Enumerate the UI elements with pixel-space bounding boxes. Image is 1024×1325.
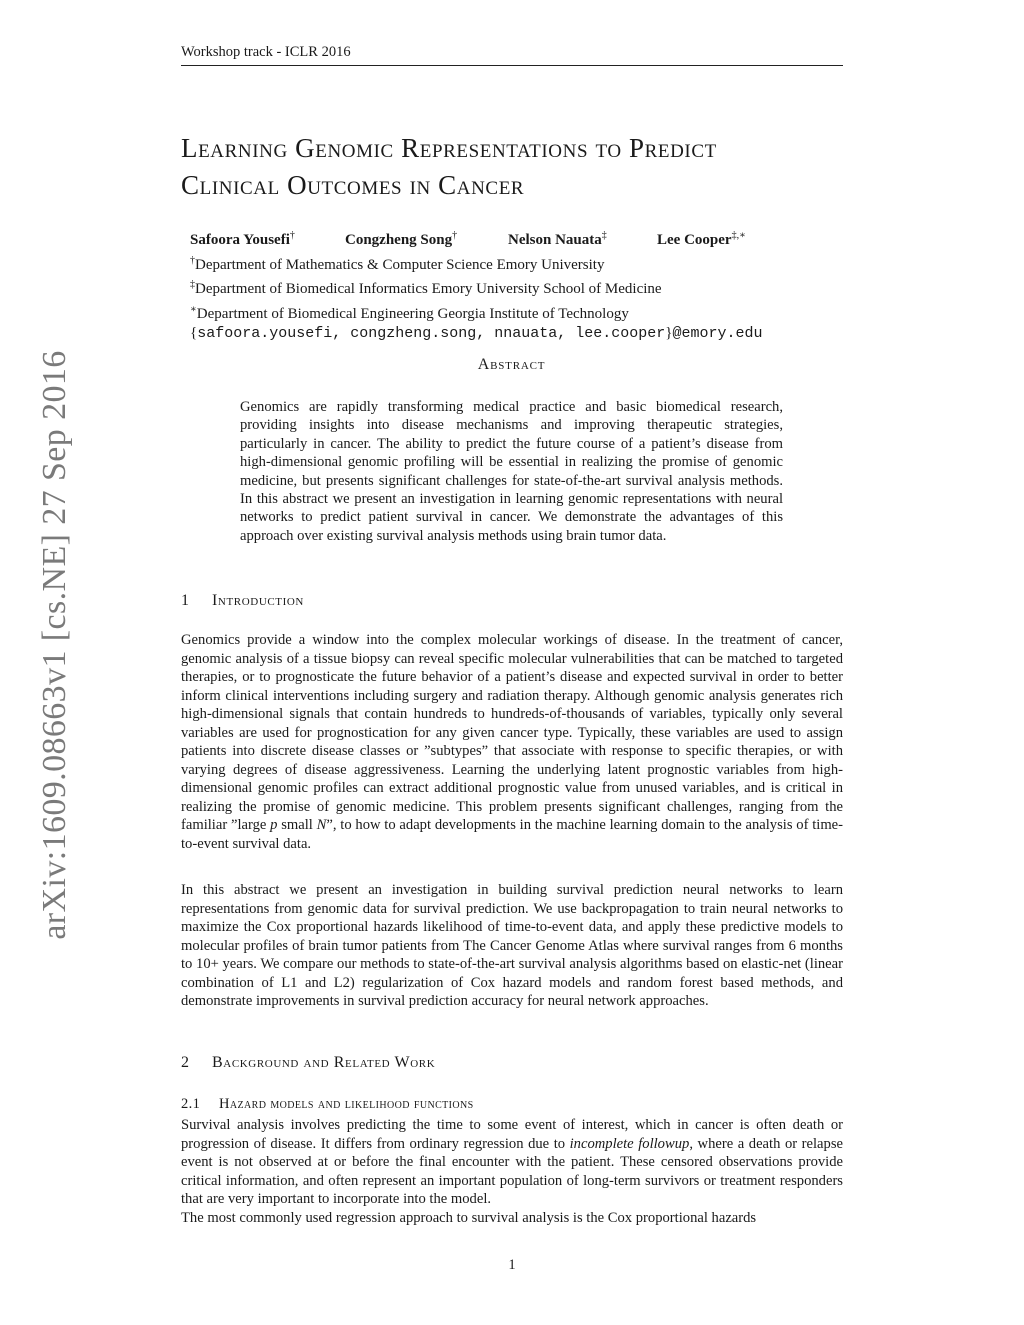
affiliation: ∗Department of Biomedical Engineering Georgia Institute of Technology [190, 303, 629, 322]
author-block [190, 226, 850, 344]
background-paragraph-2: The most commonly used regression approach to survival analysis is the Cox proportional hazards [181, 1210, 757, 1226]
email-list: {safoora.yousefi, congzheng.song, nnauata, lee.cooper}@emory.edu [190, 325, 763, 343]
affiliation: ‡Department of Biomedical Informatics Emory University School of Medicine [190, 279, 662, 298]
abstract-heading: Abstract [477, 356, 546, 373]
author: Nelson Nauata‡ [508, 230, 607, 248]
intro-paragraph-2: In this abstract we present an investigation in building survival prediction neural networks to learn representations from genomic data for survival prediction. We use backpropagation to train neural networks to maximize the Cox proportional hazards likelihood of time-to-event data, and apply these predictive models to molecular profiles of brain tumor patients from The Cancer Genome Atlas where survival ranges from 6 months to 10+ years. We compare our methods to state-of-the-art survival analysis algorithms based on elastic-net (linear combination of L1 and L2) regularization of Cox hazard models and random forest based methods, and demonstrate improvements in survival prediction accuracy for neural network approaches. [181, 882, 843, 1009]
author: Congzheng Song† [345, 230, 458, 248]
running-header [181, 44, 843, 66]
paper-title [181, 130, 861, 204]
section-heading-introduction: 1 Introduction [181, 592, 304, 609]
title-line-2: Clinical Outcomes in Cancer [181, 170, 525, 200]
author: Lee Cooper‡,∗ [657, 230, 746, 248]
affiliation: †Department of Mathematics & Computer Science Emory University [190, 254, 605, 273]
page-number: 1 [508, 1257, 516, 1273]
abstract-text: Genomics are rapidly transforming medical practice and basic biomedical research, providing insights into disease mechanisms and improving therapeutic strategies, particularly in cancer. The ability to predict the future course of a patient’s disease from high-dimensional genomic profiling will be essential in realizing the promise of genomic medicine, but presents significant challenges for state-of-the-art survival analysis methods. In this abstract we present an investigation in learning genomic representations with neural networks to predict patient survival in cancer. We demonstrate the advantages of this approach over existing survival analysis methods using brain tumor data. [240, 399, 783, 544]
intro-paragraph-1: Genomics provide a window into the complex molecular workings of disease. In the treatment of cancer, genomic analysis of a tissue biopsy can reveal specific molecular vulnerabilities that can be matched to targeted therapies, or to prognosticate the future behavior of a patient’s disease and expected survival in order to better inform clinical interventions including surgery and radiation therapy. Although genomic analysis generates rich high-dimensional signals that contain hundreds to hundreds-of-thousands of variables, typically only several variables are used for prognostication for any given cancer type. Typically, these variables are used to assign patients into discrete disease classes or ”subtypes” that associate with response to specific therapies, or with varying degrees of disease aggressiveness. Learning the underlying latent prognostic variables from high-dimensional genomic profiles can extract additional prognostic value from unused variables, and is critical in realizing the promise of genomic medicine. This problem presents significant challenges, ranging from the familiar ”large p small N”, to how to adapt developments in the machine learning domain to the analysis of time-to-event survival data. [181, 632, 844, 852]
title-line-1: Learning Genomic Representations to Predict [181, 133, 717, 163]
background-paragraph-1: Survival analysis involves predicting the time to some event of interest, which in cancer is often death or progression of disease. It differs from ordinary regression due to incomplete followup, where a death or relapse event is not observed at or before the final encounter with the patient. These censored observations provide critical information, and often represent an important population of long-term survivors or treatment responders that are very important to incorporate into the model. [181, 1117, 843, 1207]
subsection-heading-hazard-models: 2.1 Hazard models and likelihood functions [181, 1096, 474, 1112]
section-heading-background: 2 Background and Related Work [181, 1054, 436, 1071]
venue-label: Workshop track - ICLR 2016 [181, 44, 351, 60]
author-list [190, 226, 850, 251]
arxiv-stamp: arXiv:1609.08663v1 [cs.NE] 27 Sep 2016 [36, 350, 73, 940]
author: Safoora Yousefi† [190, 230, 295, 248]
